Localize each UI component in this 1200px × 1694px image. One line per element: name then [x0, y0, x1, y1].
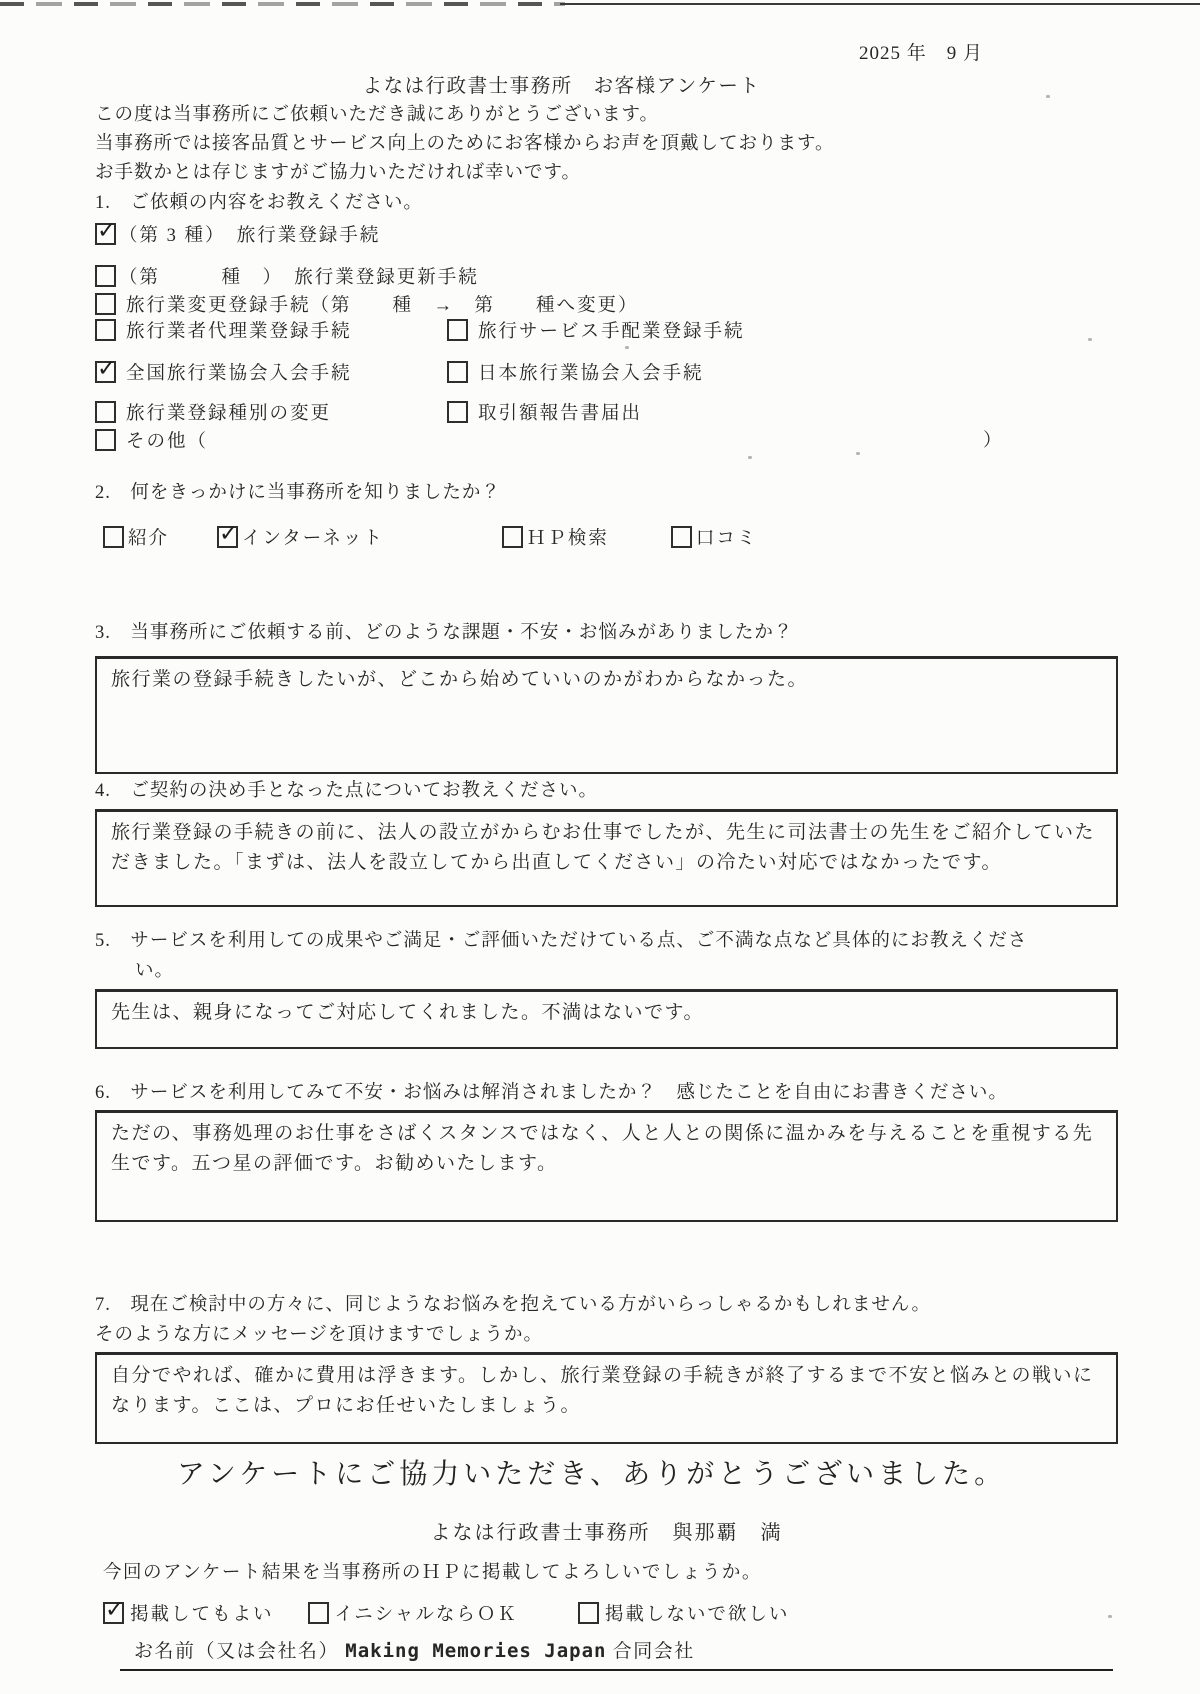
question-7-label-line2: そのような方にメッセージを頂けますでしょうか。	[95, 1325, 543, 1345]
q4-answer-text: 旅行業登録の手続きの前に、法人の設立がからむお仕事でしたが、先生に司法書士の先生をご紹介していただきました。「まずは、法人を設立してから出直してください」の冷たい対応ではなかったです。	[111, 822, 1096, 873]
checkbox-icon[interactable]	[103, 1602, 124, 1624]
question-2-options	[95, 524, 1118, 550]
checkbox-icon[interactable]	[95, 401, 116, 423]
intro-paragraph	[95, 101, 1118, 188]
option-label: 紹介	[128, 529, 170, 549]
checkbox-icon[interactable]	[447, 401, 468, 423]
checkbox-icon[interactable]	[671, 526, 692, 548]
name-label: お名前（又は会社名）	[134, 1641, 340, 1662]
q4-answer-box	[95, 809, 1118, 907]
q3-answer-box	[95, 656, 1118, 774]
question-3	[95, 618, 1118, 774]
checkbox-icon[interactable]	[447, 361, 468, 383]
checkbox-icon[interactable]	[103, 526, 124, 548]
question-2	[95, 478, 1118, 550]
option-label: （第 種 ） 旅行業登録更新手続	[119, 268, 479, 288]
publish-option-ok[interactable]	[103, 1600, 274, 1626]
checkbox-icon[interactable]	[217, 526, 238, 548]
q1-option-other[interactable]	[95, 427, 208, 453]
option-label: インターネット	[242, 529, 384, 549]
q5-answer-text: 先生は、親身になってご対応してくれました。不満はないです。	[111, 1002, 704, 1023]
q1-option-renewal[interactable]	[95, 263, 479, 289]
question-5-label: 5. サービスを利用しての成果やご満足・ご評価いただけている点、ご不満な点など具体的にお教えください。	[95, 931, 1028, 981]
scan-artifact-line	[560, 3, 1200, 5]
checkbox-icon[interactable]	[578, 1602, 599, 1624]
question-5	[95, 926, 1118, 1049]
option-label: ＨＰ検索	[526, 529, 609, 549]
option-label: 口コミ	[695, 529, 758, 549]
option-label: 旅行業変更登録手続（第 種 → 第 種へ変更）	[126, 296, 639, 316]
office-signature: よなは行政書士事務所 與那覇 満	[430, 1522, 783, 1544]
hp-publication-question: 今回のアンケート結果を当事務所のＨＰに掲載してよろしいでしょうか。	[103, 1563, 762, 1583]
other-close-paren: ）	[983, 431, 1004, 451]
q2-option-hp-search[interactable]	[502, 524, 609, 550]
question-6-label: 6. サービスを利用してみて不安・お悩みは解消されましたか？ 感じたことを自由にお書きください。	[95, 1083, 1008, 1103]
question-7-label-line1: 7. 現在ご検討中の方々に、同じようなお悩みを抱えている方がいらっしゃるかもしれません。	[95, 1295, 931, 1315]
page-title: よなは行政書士事務所 お客様アンケート	[362, 76, 761, 97]
question-4	[95, 776, 1118, 907]
q6-answer-text: ただの、事務処理のお仕事をさばくスタンスではなく、人と人との関係に温かみを与えることを重視する先生です。五つ星の評価です。お勧めいたします。	[111, 1123, 1094, 1174]
q1-option-transaction-report[interactable]	[447, 399, 642, 425]
question-2-label: 2. 何をきっかけに当事務所を知りましたか？	[95, 483, 501, 503]
option-label: 旅行業登録種別の変更	[126, 404, 332, 424]
question-1-options	[95, 220, 1118, 454]
question-6	[95, 1078, 1118, 1222]
option-label: 掲載しないで欲しい	[604, 1605, 790, 1625]
publication-consent-options	[95, 1600, 1118, 1626]
option-label: 日本旅行業協会入会手続	[478, 364, 704, 384]
q2-option-word-of-mouth[interactable]	[671, 524, 758, 550]
option-label: 取引額報告書届出	[478, 404, 643, 424]
q5-answer-box	[95, 989, 1118, 1049]
q7-answer-text: 自分でやれば、確かに費用は浮きます。しかし、旅行業登録の手続きが終了するまで不安と悩みとの戦いになります。ここは、プロにお任せいたしましょう。	[111, 1365, 1094, 1416]
question-7	[95, 1290, 1118, 1444]
intro-line: 当事務所では接客品質とサービス向上のためにお客様からお声を頂戴しております。	[95, 134, 835, 154]
checkbox-icon[interactable]	[95, 293, 116, 315]
intro-line: お手数かとは存じますがご協力いただければ幸いです。	[95, 163, 582, 183]
intro-line: この度は当事務所にご依頼いただき誠にありがとうございます。	[95, 105, 660, 125]
question-7-label	[95, 1290, 1060, 1350]
option-label: 掲載してもよい	[130, 1605, 274, 1625]
publish-option-initials-ok[interactable]	[308, 1600, 518, 1626]
option-label: （第 3 種） 旅行業登録手続	[119, 226, 381, 246]
name-value-suffix: 合同会社	[612, 1641, 695, 1662]
scan-speck	[748, 456, 752, 459]
option-label: 旅行サービス手配業登録手続	[478, 322, 745, 342]
q2-option-internet[interactable]	[217, 524, 384, 550]
option-label: 全国旅行業協会入会手続	[126, 364, 352, 384]
document-date: 2025 年 9 月	[858, 43, 983, 64]
option-label: イニシャルならＯＫ	[334, 1605, 518, 1625]
q1-option-agent-registration[interactable]	[95, 317, 447, 343]
option-label: その他（	[126, 432, 209, 452]
q6-answer-box	[95, 1110, 1118, 1222]
thanks-message: アンケートにご協力いただき、ありがとうございました。	[176, 1459, 1007, 1490]
q7-answer-box	[95, 1352, 1118, 1444]
q1-option-anta-admission[interactable]	[95, 359, 447, 385]
checkbox-icon[interactable]	[502, 526, 523, 548]
question-1-label: 1. ご依頼の内容をお教えください。	[95, 193, 423, 213]
name-field	[95, 1636, 1118, 1671]
checkbox-icon[interactable]	[308, 1602, 329, 1624]
checkbox-icon[interactable]	[95, 265, 116, 287]
checkbox-icon[interactable]	[95, 429, 116, 451]
scan-artifact-line	[0, 2, 565, 6]
q1-option-jata-admission[interactable]	[447, 359, 704, 385]
q1-option-service-arrangement[interactable]	[447, 317, 745, 343]
q1-option-change-registration[interactable]	[95, 291, 639, 317]
checkbox-icon[interactable]	[95, 319, 116, 341]
option-label: 旅行業者代理業登録手続	[126, 322, 352, 342]
name-value-latin: Making Memories Japan	[345, 1640, 607, 1662]
name-underline	[120, 1636, 1113, 1671]
checkbox-icon[interactable]	[95, 361, 116, 383]
checkbox-icon[interactable]	[95, 223, 116, 245]
q3-answer-text: 旅行業の登録手続きしたいが、どこから始めていいのかがわからなかった。	[111, 669, 809, 690]
q2-option-referral[interactable]	[103, 524, 169, 550]
q1-option-type-change[interactable]	[95, 399, 447, 425]
checkbox-icon[interactable]	[447, 319, 468, 341]
publish-option-no-publish[interactable]	[578, 1600, 790, 1626]
question-3-label: 3. 当事務所にご依頼する前、どのような課題・不安・お悩みがありましたか？	[95, 623, 794, 643]
question-4-label: 4. ご契約の決め手となった点についてお教えください。	[95, 781, 599, 801]
q1-option-type3-registration[interactable]	[95, 221, 380, 247]
